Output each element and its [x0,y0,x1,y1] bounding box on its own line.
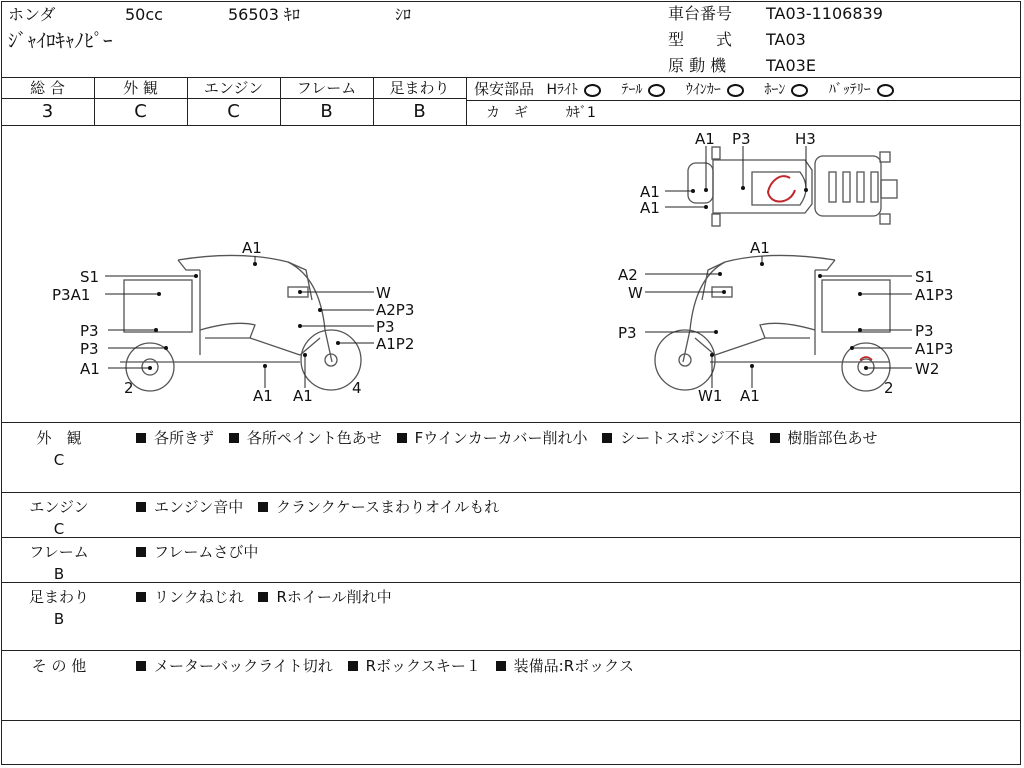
bullet-icon [229,433,239,443]
divider [1,582,1020,583]
diag-label: W1 [698,387,723,405]
divider [1,422,1020,423]
engine-value: TA03E [766,56,816,75]
bullet-icon [602,433,612,443]
bullet-icon [136,547,146,557]
grade-exterior-value: C [134,101,147,122]
displacement: 50cc [125,5,163,24]
diag-label: S1 [915,268,935,286]
comment-item: Fウインカーカバー削れ小 [414,429,588,447]
bullet-icon [136,433,146,443]
circle-mark-icon [648,84,665,97]
comment-engine-text [136,496,1016,518]
bullet-icon [397,433,407,443]
type-value: TA03 [766,30,806,49]
diag-label: P3A1 [52,286,91,304]
bullet-icon [136,502,146,512]
safety-headlight-label: Hﾗｲﾄ [546,82,578,98]
safety-horn-label: ﾎｰﾝ [764,82,786,98]
divider [466,77,467,125]
circle-mark-icon [727,84,744,97]
comment-item: クランクケースまわりオイルもれ [276,498,500,516]
body-color: ｼﾛ [395,5,412,24]
comment-other-text [136,655,1016,677]
grade-engine-value: C [227,101,240,122]
diag-label: W [628,284,643,302]
key-label: カ ギ [486,105,528,121]
grade-frame-label: フレーム [296,79,357,97]
diag-label: A1 [242,239,262,257]
comment-label: フレーム [29,543,89,561]
diag-label: A1 [740,387,760,405]
comment-item: 装備品:Rボックス [513,657,634,675]
diag-label: S1 [80,268,100,286]
circle-mark-icon [584,84,601,97]
leader-lines [105,146,912,388]
grade-suspension-label: 足まわり [389,79,450,97]
comment-suspension-text [136,586,1016,608]
diag-label: 2 [884,379,894,397]
comment-item: 樹脂部色あせ [787,429,878,447]
diag-label: 4 [352,379,362,397]
diag-label: A1 [80,360,100,378]
divider [1,720,1020,721]
safety-title: 保安部品 [474,80,535,98]
safety-taillight-label: ﾃｰﾙ [621,82,643,98]
diag-label: P3 [915,322,934,340]
maker: ホンダ [8,5,56,24]
comment-grade: C [53,520,65,538]
comment-exterior-text [136,427,1016,449]
comment-label: エンジン [29,498,89,516]
safety-battery [829,81,894,99]
divider [1,650,1020,651]
diag-label: P3 [376,318,395,336]
bullet-icon [496,661,506,671]
comment-label: そ の 他 [31,657,87,675]
diag-label: P3 [80,322,99,340]
diag-label: A1P3 [915,340,954,358]
type-label: 型 式 [668,30,733,49]
chassis-label: 車台番号 [668,4,733,23]
divider [466,100,1020,101]
comment-item: シートスポンジ不良 [620,429,755,447]
comment-exterior-label [18,427,100,471]
circle-mark-icon [877,84,894,97]
comment-item: フレームさび中 [154,543,259,561]
comment-item: 各所ペイント色あせ [246,429,382,447]
repair-mark [768,176,795,201]
divider [1,98,466,99]
grade-frame-value: B [320,101,333,122]
diag-label: A1 [253,387,273,405]
comment-frame-label [18,541,100,585]
grade-exterior-label: 外 観 [123,79,158,97]
bullet-icon [770,433,780,443]
comment-frame-text [136,541,1016,563]
grade-overall-label: 総 合 [30,79,65,97]
grade-engine-label: エンジン [203,79,264,97]
diag-label: A1 [640,199,660,217]
comment-item: メーターバックライト切れ [154,657,333,675]
safety-battery-label: ﾊﾞｯﾃﾘｰ [828,82,871,98]
divider [1,492,1020,493]
comment-label: 足まわり [28,588,89,606]
comment-label: 外 観 [36,429,82,447]
divider [1,537,1020,538]
safety-winker [686,81,744,99]
comment-grade: B [53,565,65,583]
comment-item: エンジン音中 [154,498,244,516]
bullet-icon [136,661,146,671]
chassis-value: TA03-1106839 [766,4,883,23]
diag-label: W2 [915,360,940,378]
diag-label: A2P3 [376,301,415,319]
diag-label: A1 [750,239,770,257]
diag-label: A1P3 [915,286,954,304]
diag-label: A1 [640,183,660,201]
comment-other-label [18,655,100,677]
mileage: 56503 ｷﾛ [228,5,300,24]
bullet-icon [258,502,268,512]
safety-row [474,80,894,99]
bullet-icon [136,592,146,602]
diag-label: A1P2 [376,335,415,353]
scooter-top-view [688,147,897,226]
diag-label: A2 [618,266,638,284]
safety-headlight [546,81,601,99]
diagram-labels [52,130,953,405]
circle-mark-icon [791,84,808,97]
grade-overall-value: 3 [41,101,54,122]
comment-grade: B [53,610,65,628]
bullet-icon [258,592,268,602]
comment-item: Rボックスキー１ [365,657,481,675]
grade-suspension-value: B [413,101,426,122]
diag-label: W [376,284,391,302]
diag-label: P3 [732,130,751,148]
safety-winker-label: ｳｲﾝｶｰ [685,82,721,98]
comment-item: 各所きず [154,429,215,447]
safety-horn [764,81,808,99]
safety-taillight [621,81,665,99]
comment-grade: C [53,451,65,469]
comment-item: Rホイール削れ中 [276,588,392,606]
diag-label: P3 [618,324,637,342]
diag-label: P3 [80,340,99,358]
bullet-icon [348,661,358,671]
diag-label: A1 [293,387,313,405]
diag-label: 2 [124,379,134,397]
comment-item: リンクねじれ [154,588,244,606]
diag-label: A1 [695,130,715,148]
divider [1,77,1020,78]
diag-label: H3 [795,130,816,148]
model-name: ｼﾞｬｲﾛｷｬﾉﾋﾟｰ [8,30,113,52]
damage-diagram [0,126,1022,422]
comment-suspension-label [18,586,100,630]
key-value: ｶｷﾞ1 [566,105,596,121]
engine-label: 原 動 機 [668,56,727,75]
comment-engine-label [18,496,100,540]
